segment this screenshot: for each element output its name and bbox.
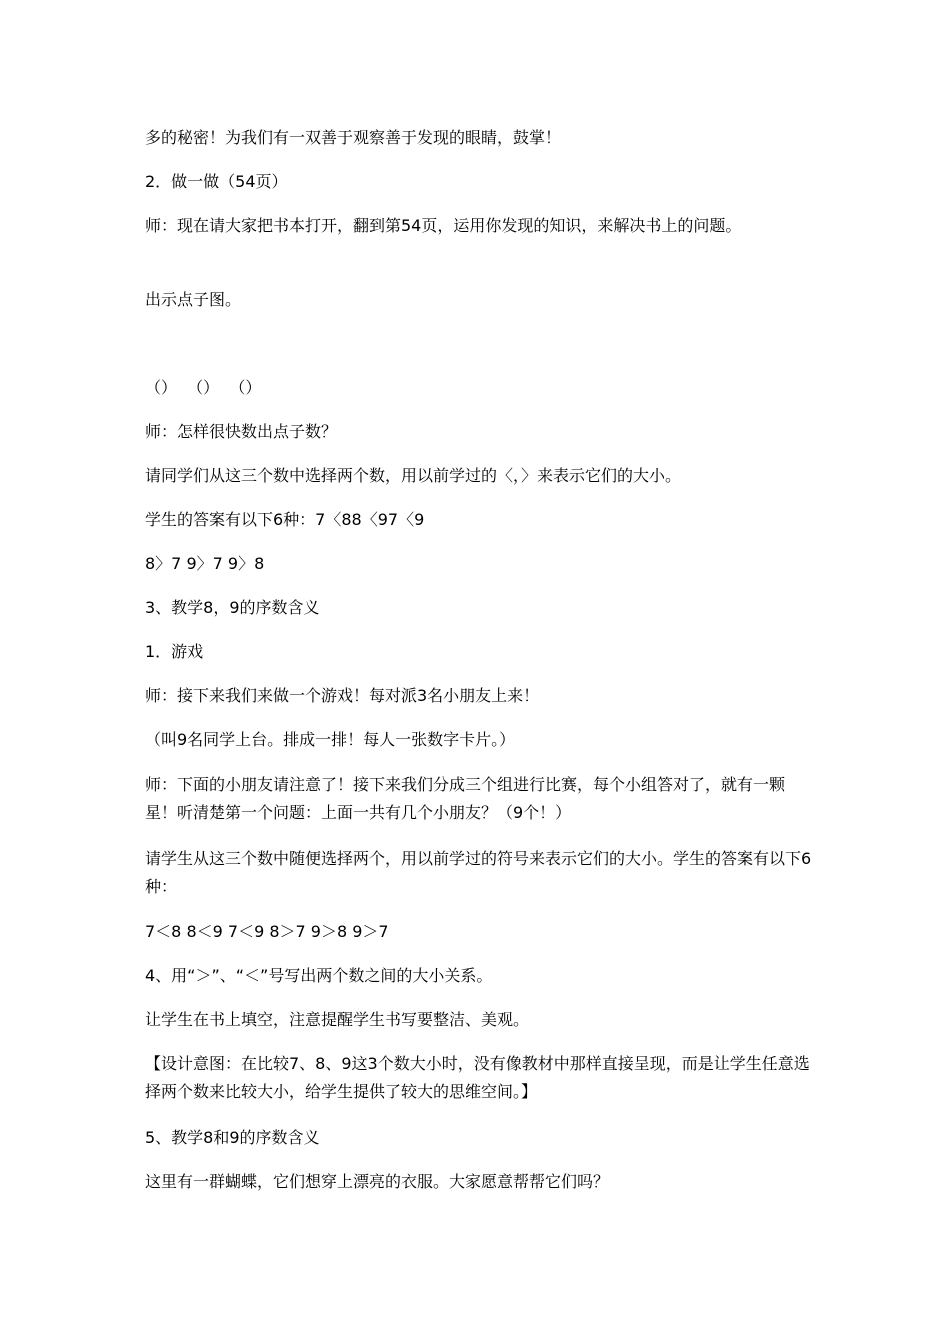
paragraph-11: 1．游戏 <box>145 642 204 661</box>
paragraph-13: （叫9名同学上台。排成一排！每人一张数字卡片。） <box>145 730 516 749</box>
paragraph-7: 请同学们从这三个数中选择两个数，用以前学过的〈，〉来表示它们的大小。 <box>145 466 682 485</box>
paragraph-4: 出示点子图。 <box>145 290 242 309</box>
paragraph-20: 5、教学8和9的序数含义 <box>145 1128 320 1147</box>
paragraph-16: 7＜8 8＜9 7＜9 8＞7 9＞8 9＞7 <box>145 922 389 941</box>
paragraph-2: 2．做一做（54页） <box>145 172 288 191</box>
paragraph-21: 这里有一群蝴蝶，它们想穿上漂亮的衣服。大家愿意帮帮它们吗？ <box>145 1172 610 1191</box>
paragraph-15: 请学生从这三个数中随便选择两个，用以前学过的符号来表示它们的大小。学生的答案有以下6种： <box>145 849 812 896</box>
paragraph-14: 师：下面的小朋友请注意了！接下来我们分成三个组进行比赛，每个小组答对了，就有一颗星！听清楚第一个问题：上面一共有几个小朋友？（9个！） <box>145 775 786 822</box>
paragraph-8: 学生的答案有以下6种：7〈88〈97〈9 <box>145 510 425 529</box>
paragraph-10: 3、教学8，9的序数含义 <box>145 598 320 617</box>
paragraph-12: 师：接下来我们来做一个游戏！每对派3名小朋友上来！ <box>145 686 540 705</box>
paragraph-3: 师：现在请大家把书本打开，翻到第54页，运用你发现的知识，来解决书上的问题。 <box>145 216 742 235</box>
paragraph-19: 【设计意图：在比较7、8、9这3个数大小时，没有像教材中那样直接呈现，而是让学生任意选择两个数来比较大小，给学生提供了较大的思维空间。】 <box>145 1054 810 1101</box>
paragraph-9: 8〉7 9〉7 9〉8 <box>145 554 265 573</box>
paragraph-18: 让学生在书上填空，注意提醒学生书写要整洁、美观。 <box>145 1010 530 1029</box>
paragraph-5: （） （） （） <box>145 378 262 397</box>
paragraph-17: 4、用“＞”、“＜”号写出两个数之间的大小关系。 <box>145 966 493 985</box>
paragraph-6: 师：怎样很快数出点子数？ <box>145 422 338 441</box>
paragraph-1: 多的秘密！为我们有一双善于观察善于发现的眼睛，鼓掌！ <box>145 128 562 147</box>
